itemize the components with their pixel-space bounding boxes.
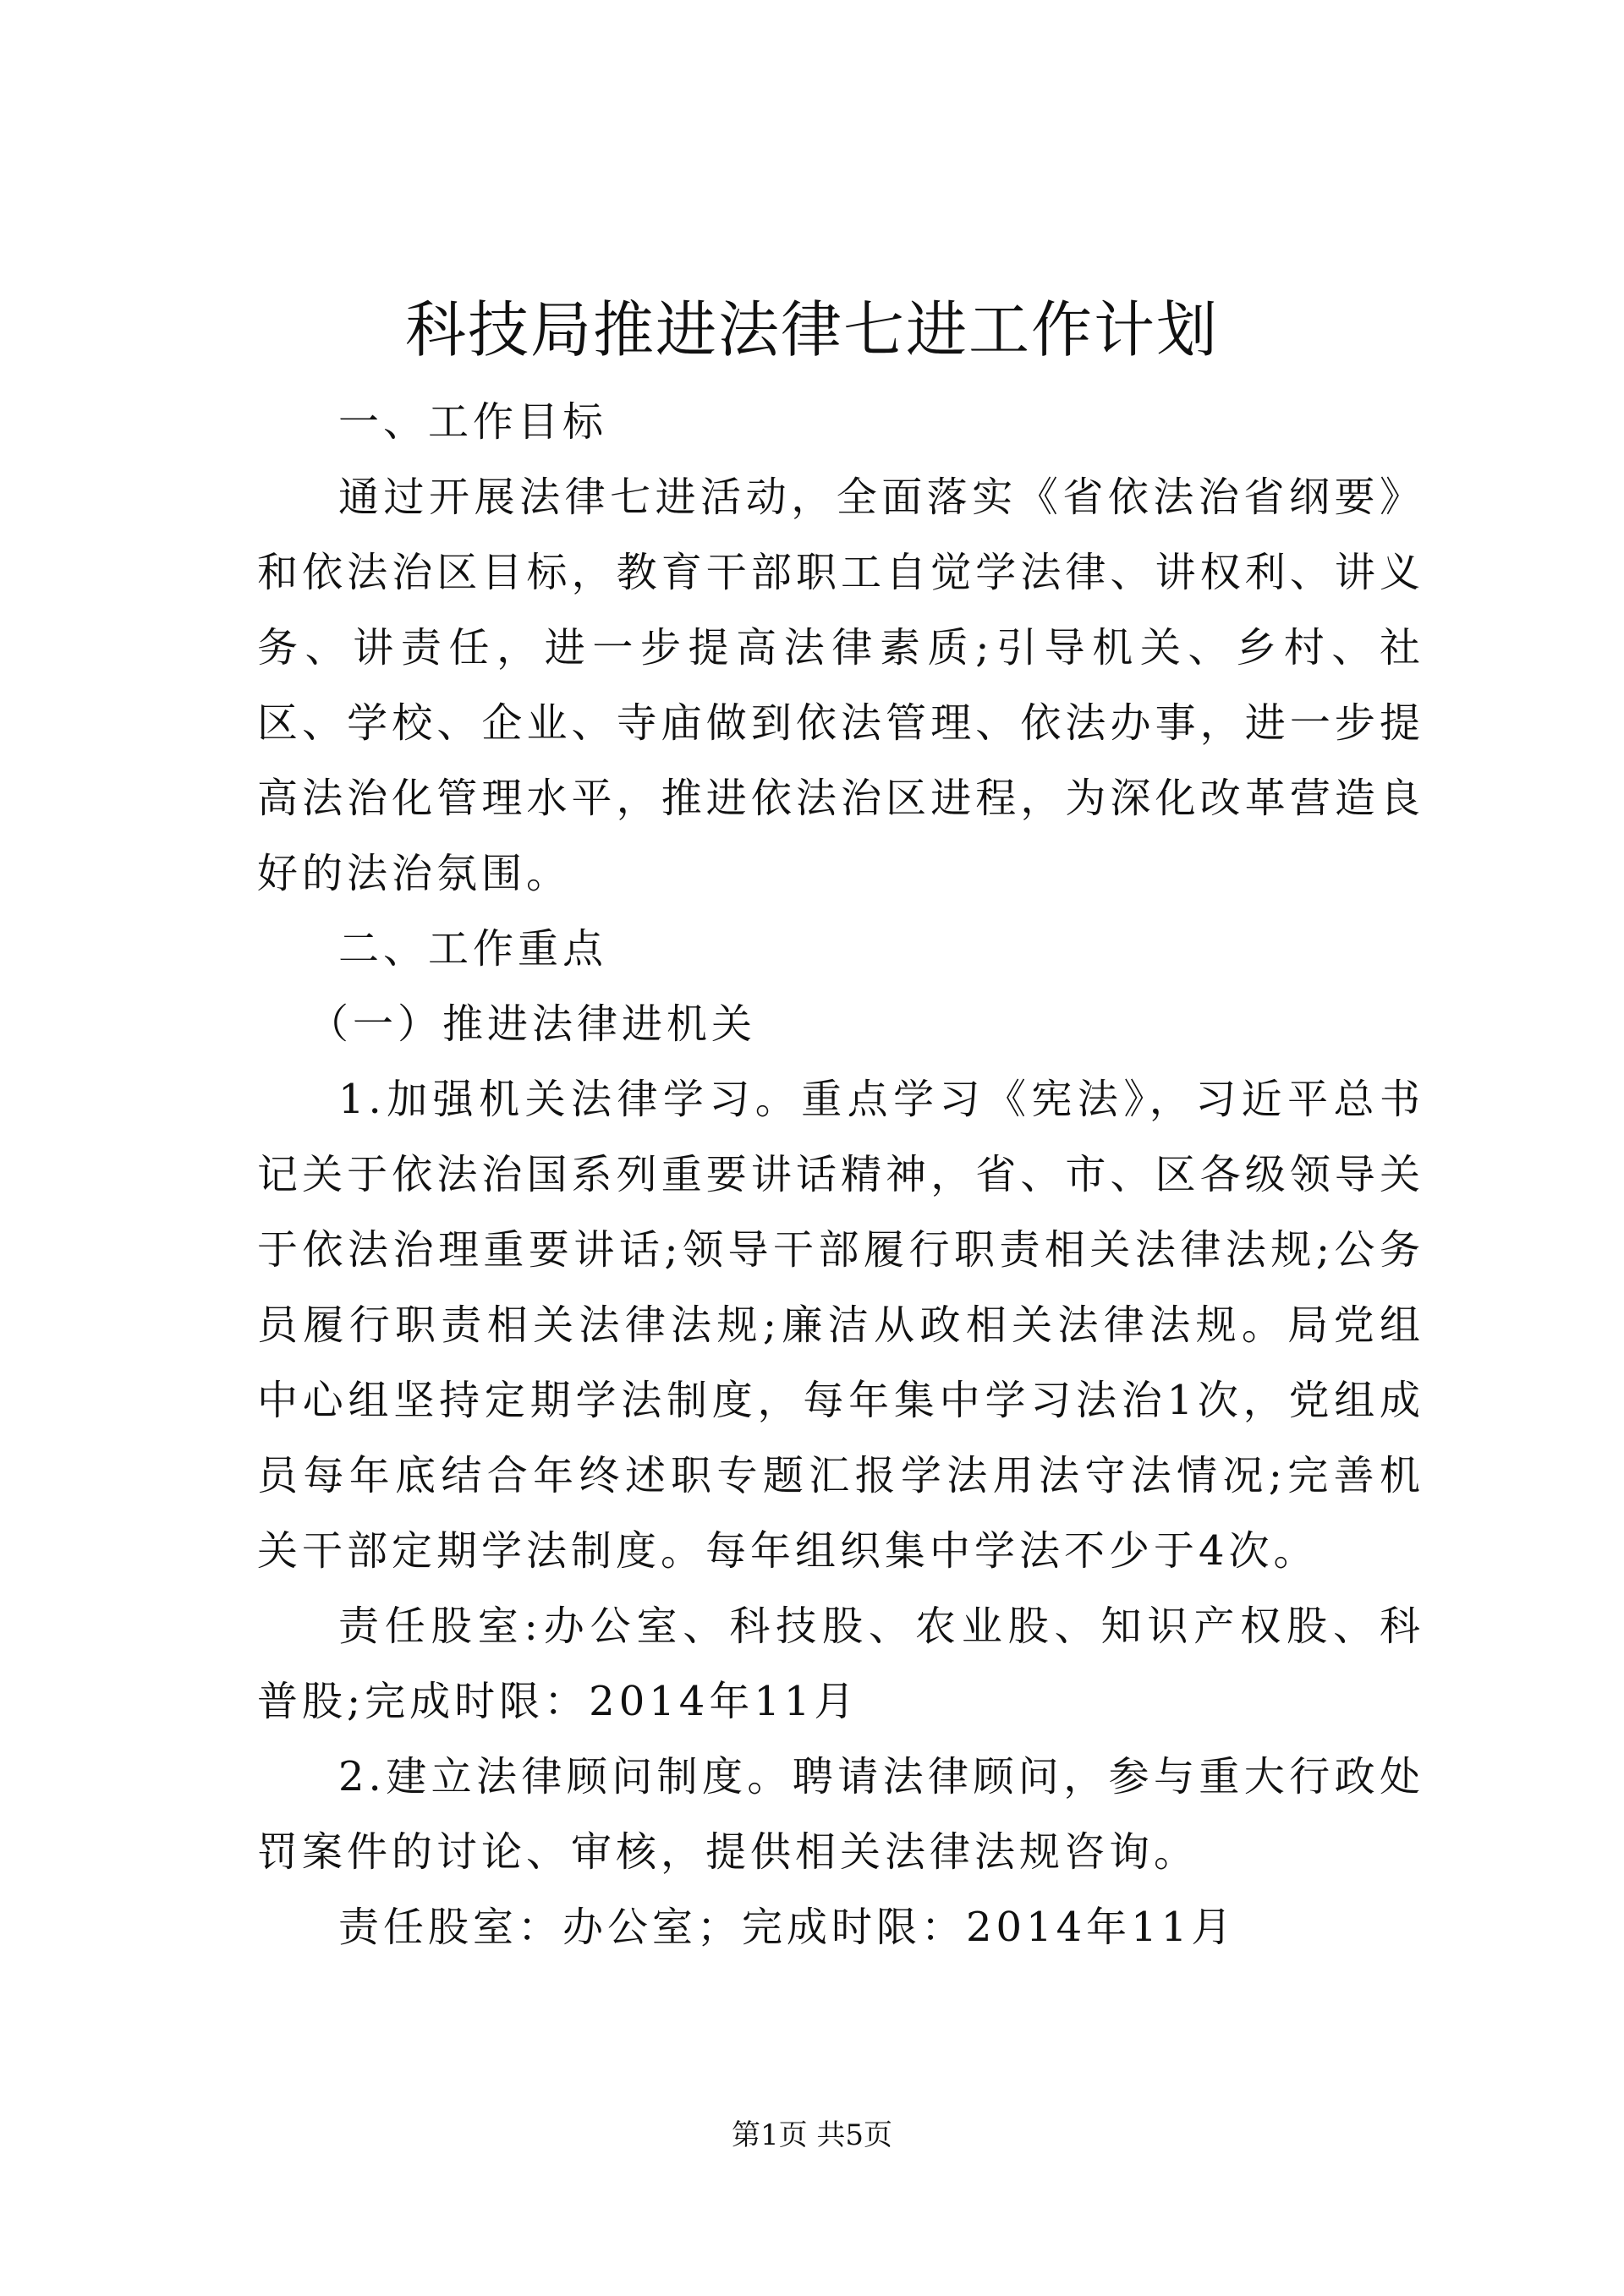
subsection-heading-agencies: （一）推进法律进机关 [308, 1000, 757, 1048]
document-title: 科技局推进法律七进工作计划 [404, 294, 1219, 365]
section-heading-goals: 一、工作目标 [338, 398, 608, 446]
paragraph-item-1: 1.加强机关法律学习。重点学习《宪法》，习近平总书记关于依法治国系列重要讲话精神，省、市、区各级领导关于依法治理重要讲话;领导干部履行职责相关法律法规;公务员履行职责相关法律法规;廉洁从政相关法律法规。局党组中心组坚持定期学法制度，每年集中学习法治1次，党组成员每年底结合年终述职专题汇报学法用法守法情况;完善机关干部定期学法制度。每年组织集中学法不少于4次。 [257, 1076, 1424, 1575]
section-heading-focus: 二、工作重点 [338, 925, 608, 973]
document-body [257, 385, 1424, 1965]
paragraph-responsibility-2: 责任股室：办公室；完成时限：2014年11月 [338, 1904, 1237, 1951]
paragraph-responsibility-1: 责任股室:办公室、科技股、农业股、知识产权股、科普股;完成时限：2014年11月 [257, 1603, 1424, 1725]
paragraph-goals: 通过开展法律七进活动，全面落实《省依法治省纲要》和依法治区目标，教育干部职工自觉学法律、讲权利、讲义务、讲责任，进一步提高法律素质;引导机关、乡村、社区、学校、企业、寺庙做到依法管理、依法办事，进一步提高法治化管理水平，推进依法治区进程，为深化改革营造良好的法治氛围。 [257, 474, 1424, 897]
paragraph-item-2: 2.建立法律顾问制度。聘请法律顾问，参与重大行政处罚案件的讨论、审核，提供相关法律法规咨询。 [257, 1753, 1424, 1876]
page-number-footer: 第1页 共5页 [731, 2118, 893, 2152]
